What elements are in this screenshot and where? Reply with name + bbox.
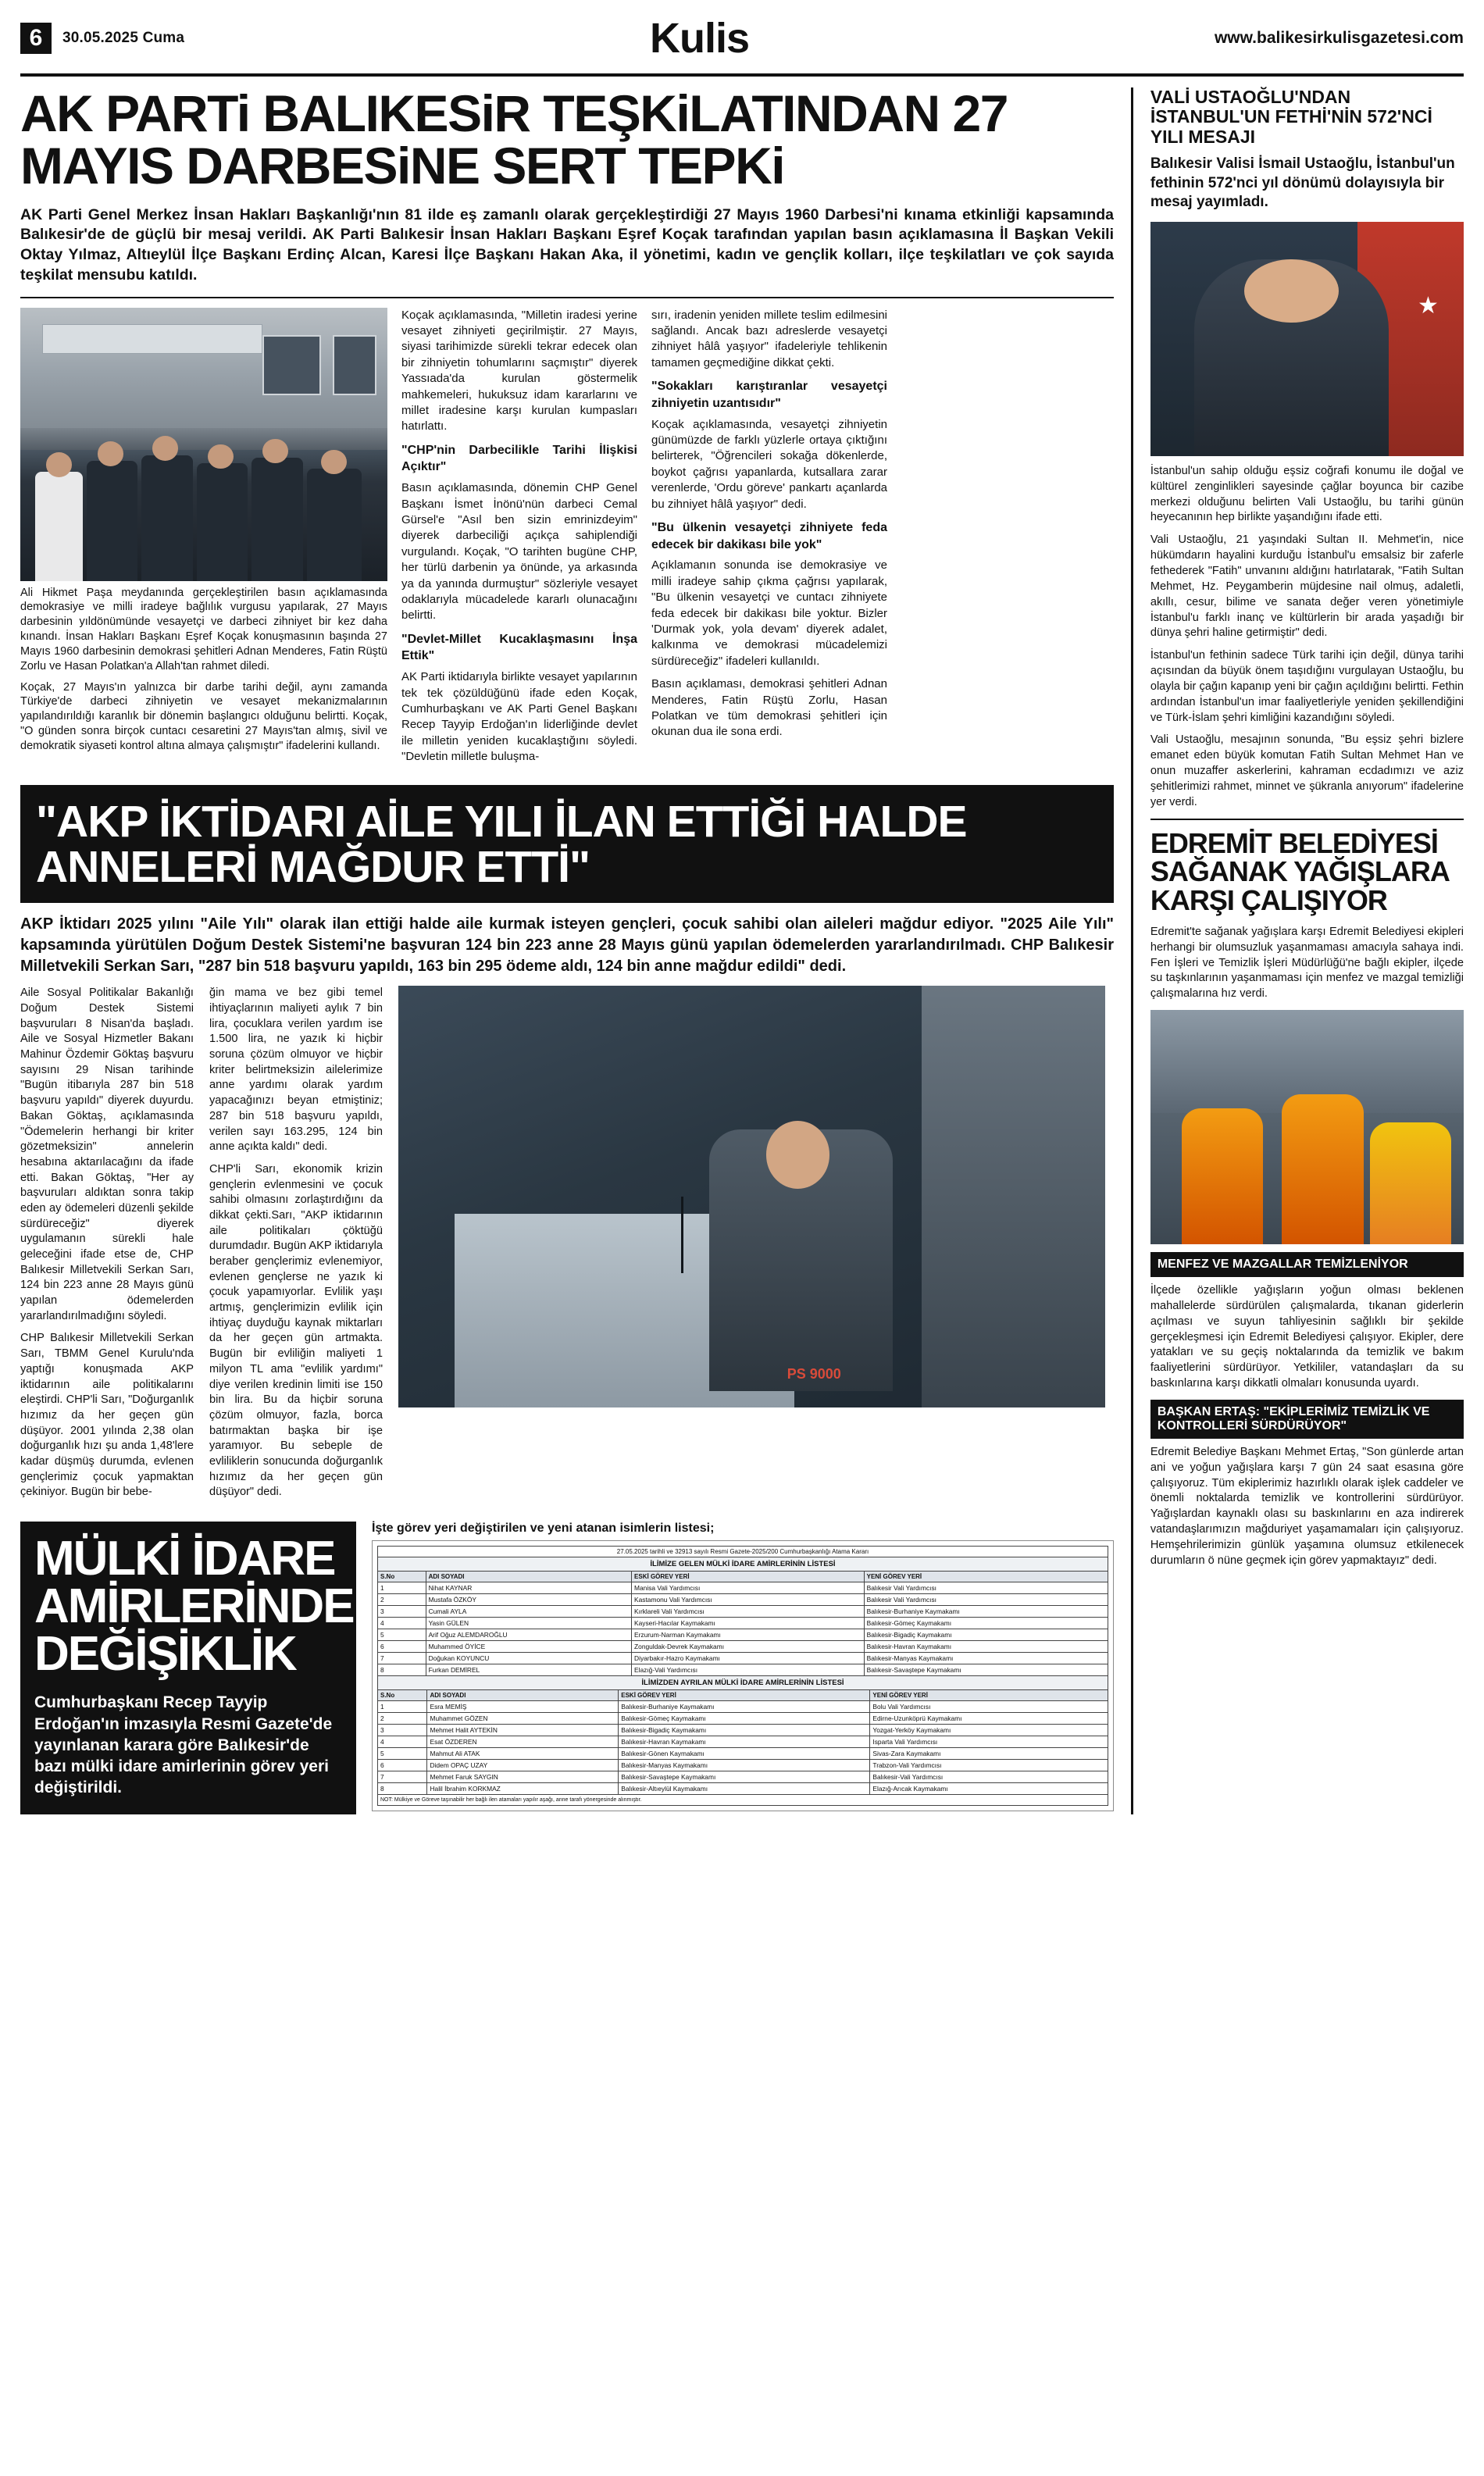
crescent-star-icon: ★ (1418, 292, 1439, 319)
table-cell-3: Balıkesir Vali Yardımcısı (864, 1594, 1108, 1606)
lead-text-column-3 (651, 308, 887, 747)
second-photo (398, 986, 1105, 1407)
incoming-officials-table (377, 1571, 1108, 1676)
table-row (378, 1725, 1108, 1736)
table-cell-1: Furkan DEMİREL (426, 1664, 631, 1676)
sidebar-item2-spot: Edremit'te sağanak yağışlara karşı Edremit Belediyesi ekipleri herhangi bir olumsuzluk yaşanmaması amacıyla sahaya indi. Fen İşleri ve Temizlik İşleri Müdürlüğü'ne bağlı ekipler, ilçede su taşkınlarının yaşanmaması için menfez ve mazgal temizliği çalışmalarına hız verdi. (1150, 925, 1464, 1001)
table-cell-1: Muhammet GÖZEN (427, 1713, 619, 1725)
col-no-2: S.No (378, 1690, 427, 1701)
table-cell-1: Muhammed ÖYİCE (426, 1641, 631, 1653)
outgoing-officials-table (377, 1689, 1108, 1795)
table-cell-2: Diyarbakır-Hazro Kaymakamı (632, 1653, 865, 1664)
table-row (378, 1713, 1108, 1725)
table-cell-0: 6 (378, 1760, 427, 1771)
table-cell-1: Esra MEMİŞ (427, 1701, 619, 1713)
gazette-sheet (372, 1540, 1114, 1811)
table-row (378, 1641, 1108, 1653)
col-old-post-2: ESKİ GÖREV YERİ (619, 1690, 870, 1701)
table-cell-2: Balıkesir-Gönen Kaymakamı (619, 1748, 870, 1760)
lead-photo (20, 308, 387, 581)
table-cell-1: Esat ÖZDEREN (427, 1736, 619, 1748)
table-cell-3: Elazığ-Arıcak Kaymakamı (870, 1783, 1108, 1795)
table-cell-2: Balıkesir-Havran Kaymakamı (619, 1736, 870, 1748)
sidebar-item1-spot: Balıkesir Valisi İsmail Ustaoğlu, İstanbul'un fethinin 572'nci yıl dönümü dolayısıyla bir mesaj yayımladı. (1150, 155, 1455, 211)
lead-col3-p1: sırı, iradenin yeniden millete teslim edilmesini sağlandı. Ancak bazı adreslerde vesayetçi zihniyet hâlâ yaşıyor" ifadeleriyle tehlikenin tamamen geçmediğine dikkat çekti. (651, 308, 887, 369)
second-col2-p1: ğin mama ve bez gibi temel ihtiyaçlarının maliyeti aylık 7 bin lira, çocuklara verilen yardım ise 1.500 lira, ne yazık ki hiçbir soruna çözüm olmuyor ve hiçbir kriter belirtmeksizin ailelerimize anne yardımı olarak yardım yapacağınızı beyan etmiştiniz; 287 bin 518 başvuru yapıldı, verilen sayı 163.295, 124 bin anne açıkta kaldı" dedi. (209, 986, 383, 1154)
col-no: S.No (378, 1572, 426, 1582)
mulki-story (20, 1522, 356, 1814)
sidebar-item2-headline: EDREMİT BELEDİYESİ SAĞANAK YAĞIŞLARA KARŞI ÇALIŞIYOR (1150, 826, 1449, 917)
second-headline-band (20, 785, 1114, 903)
table-cell-0: 1 (378, 1701, 427, 1713)
lead-photo-caption: Ali Hikmet Paşa meydanında gerçekleştirilen basın açıklamasında demokrasiye ve milli iradeye bağlılık vurgusu yapılarak, 27 Mayıs darbesinin yıldönümünde vesayetçi ve darbeci zihniyet bir kez daha kınandı. İnsan Hakları Başkanı Eşref Koçak konuşmasının başında 27 Mayıs 1960 darbesinin demokrasi şehitleri Adnan Menderes, Fatin Rüştü Zorlu ve Hasan Polatkan'a Allah'tan rahmet diledi. (20, 586, 387, 673)
table-cell-3: Balıkesir-Savaştepe Kaymakamı (864, 1664, 1108, 1676)
lead-col3-subhead-2: "Bu ülkenin vesayetçi zihniyete feda edecek bir dakikası bile yok" (651, 520, 887, 551)
table-cell-0: 8 (378, 1664, 426, 1676)
table-cell-3: Balıkesir-Burhaniye Kaymakamı (864, 1606, 1108, 1618)
page-number: 6 (20, 23, 52, 54)
gazette-doc-header: 27.05.2025 tarihli ve 32913 sayılı Resmi Gazete-2025/200 Cumhurbaşkanlığı Atama Kararı (377, 1546, 1108, 1557)
table-cell-0: 3 (378, 1725, 427, 1736)
second-col-1 (20, 986, 194, 1507)
table-cell-0: 5 (378, 1629, 426, 1641)
table-row (378, 1771, 1108, 1783)
lead-col2-p2: Basın açıklamasında, dönemin CHP Genel Başkanı İsmet İnönü'nün darbeci Cemal Gürsel'e "Asıl ben sizin emrinizdeyim" diyerek darbeciliği açıkça sahiplendiği vurgulandı. Koçak, "O tarihten bugüne CHP, her türlü darbenin ya önünde, ya arkasında ya da yanında durmuştur" sözleriyle vesayet odaklarıyla mücadelede kararlı olunacağını belirtti. (401, 481, 637, 623)
table-cell-2: Kırklareli Vali Yardımcısı (632, 1606, 865, 1618)
col-name-2: ADI SOYADI (427, 1690, 619, 1701)
sidebar-item1-body (1150, 464, 1464, 811)
newspaper-title: Kulis (650, 15, 750, 62)
table-section-1-title: İLİMİZE GELEN MÜLKİ İDARE AMİRLERİNİN LİSTESİ (377, 1557, 1108, 1571)
table-cell-3: Balıkesir-Havran Kaymakamı (864, 1641, 1108, 1653)
second-spot: AKP İktidarı 2025 yılını "Aile Yılı" olarak ilan ettiği halde aile kurmak isteyen gençleri, çocuk sahibi olan aileleri mağdur ediyor. "2025 Aile Yılı" kapsamında yürütülen Doğum Destek Sistemi'ne başvuran 124 bin 223 anne 28 Mayıs günü yapılan ödemelerden yararlandırılmadı. CHP Balıkesir Milletvekili Serkan Sarı, "287 bin 518 başvuru yapıldı, 163 bin 295 ödeme aldı, 124 bin anne mağdur edildi" dedi. (20, 915, 1114, 975)
table-cell-2: Zonguldak-Devrek Kaymakamı (632, 1641, 865, 1653)
column-separator (1131, 87, 1133, 1814)
col-new-post: YENİ GÖREV YERİ (864, 1572, 1108, 1582)
table-cell-1: Nihat KAYNAR (426, 1582, 631, 1594)
table-cell-0: 8 (378, 1783, 427, 1795)
table-cell-2: Elazığ-Vali Yardımcısı (632, 1664, 865, 1676)
table-row (378, 1748, 1108, 1760)
table-intro: İşte görev yeri değiştirilen ve yeni atanan isimlerin listesi; (372, 1522, 715, 1536)
website-url[interactable]: www.balikesirkulisgazetesi.com (1214, 29, 1464, 47)
table-cell-1: Doğukan KOYUNCU (426, 1653, 631, 1664)
lead-col3-p2: Koçak açıklamasında, vesayetçi zihniyetin günümüzde de farklı yüzlerle ortaya çıktığını belirterek, "Öğrencileri sokağa dökenlerde, boykot çağrısı yapanlarda, kutsallara zarar verenlerde, 'Ordu göreve' pankartı açanlarda bu zihniyet hâlâ yaşıyor" dedi. (651, 417, 887, 511)
table-cell-2: Balıkesir-Altıeylül Kaymakamı (619, 1783, 870, 1795)
table-header-row-2 (378, 1690, 1108, 1701)
lead-col2-p1: Koçak açıklamasında, "Milletin iradesi yerine vesayet zihniyeti geçirilmiştir. 27 Mayıs, siyasi tarihimizde sürekli tekrar edecek olan bir zihniyetin tohumlarını saçmıştır" diyerek Yassıada'da kurulan göstermelik mahkemeleri, hukuksuz idam kararlarını ve millet iradesine karşı kurulan kumpasları hatırlattı. (401, 308, 637, 433)
masthead (20, 14, 1464, 70)
table-row (378, 1606, 1108, 1618)
lead-col3-p4: Basın açıklaması, demokrasi şehitleri Adnan Menderes, Fatin Rüştü Zorlu, Hasan Polatkan ve tüm demokrasi şehitleri için okunan dua ile sona erdi. (651, 677, 887, 739)
sidebar-item1-p4: Vali Ustaoğlu, mesajının sonunda, "Bu eşsiz şehri bizlere emanet eden büyük komutan Fatih Sultan Mehmet Han ve onun muzaffer askerlerini, kahraman ecdadımızı ve aziz şehitlerimizi rahmet, minnet ve şükranla anıyorum" ifadelerine yer verdi. (1150, 733, 1464, 808)
second-col1-p2: CHP Balıkesir Milletvekili Serkan Sarı, TBMM Genel Kurulu'nda yaptığı konuşmada AKP iktidarının aile politikalarını eleştirdi. CHP'li Sarı, "Doğurganlık hızımız da her geçen gün düşüyor. 2001 yılında 2,38 olan doğurganlık hızı şu anda 1,48'lere kadar düşmüş durumda, evlenen gençlerimiz çocuk yapmaktan çekiniyor. Bugün bir bebe- (20, 1332, 194, 1499)
table-cell-1: Mehmet Faruk SAYGIN (427, 1771, 619, 1783)
sidebar-item4-p1: Edremit Belediye Başkanı Mehmet Ertaş, "Son günlerde artan ani ve yoğun yağışlara karşı 7 gün 24 saat esasına göre çalışıyoruz. Tüm ekiplerimiz hazırlıklı olarak işlek caddeler ve önemli noktalarda temizlik ve kontrollerini sürdürüyor. Yağışlardan kaynaklı olası su baskınlarını en aza indirerek vatandaşlarımızın mağduriyet yaşamamaları için çalışıyoruz. Hemşehrilerimizin günlük yaşamına olumsuz etkilenecek durumların ö nüne geçmek için görev yapmaktayız" dedi. (1150, 1445, 1464, 1567)
table-row (378, 1736, 1108, 1748)
table-cell-1: Arif Oğuz ALEMDAROĞLU (426, 1629, 631, 1641)
page-grid (20, 84, 1464, 1814)
vali-portrait-photo (1150, 222, 1464, 456)
table-cell-3: Edirne-Uzunköprü Kaymakamı (870, 1713, 1108, 1725)
table-cell-2: Kayseri-Hacılar Kaymakamı (632, 1618, 865, 1629)
table-cell-2: Balıkesir-Savaştepe Kaymakamı (619, 1771, 870, 1783)
second-col2-p2: CHP'li Sarı, ekonomik krizin gençlerin evlenmesini ve çocuk sahibi olmasını zorlaştırdığını da dikkat çekti.Sarı, "AKP iktidarının aile politikaları çöktüğü durumdadır. Bugün AKP iktidarıyla beraber gençlerimiz evlenemiyor, evlenen gençlerse ne yazık ki çocuk yapamıyorlar. Evlilik yaşı artmış, gençlerimizin evlilik için ihtiyaç duyduğu kaynak miktarları da her geçen gün artmakta. Bugün bir evliliğin maliyeti 1 milyon TL ama "evlilik yardımı" diye verilen kredinin limiti ise 150 bin lira. Bu da hiçbir soruna çözüm olmuyor, fazla, borca batırmaktan başka bir işe yaramıyor. Bu sebeple de evliliklerin sonucunda doğurganlık hızımız da her geçen gün düşüyor" dedi. (209, 1162, 383, 1499)
table-cell-1: Yasin GÜLEN (426, 1618, 631, 1629)
sidebar-item1-p2: Vali Ustaoğlu, 21 yaşındaki Sultan II. Mehmet'in, nice hükümdarın hayalini kurduğu İstanbul'u emsalsiz bir zaferle fethederek "Fatih" unvanını aldığını hatırlatarak, "Fatih Sultan Mehmet, Hz. Peygamberin müjdesine nail olmuş, adaletli, akıllı, cesur, bilime ve sanata değer veren yönetimiyle İstanbul'u farklı inanç ve kültürlerin bir arada yaşadığı bir dünya şehri haline getirmiştir" dedi. (1150, 533, 1464, 640)
bottom-block (20, 1522, 1114, 1814)
table-cell-3: Balıkesir Vali Yardımcısı (864, 1582, 1108, 1594)
lead-col3-subhead: "Sokakları karıştıranlar vesayetçi zihniyetin uzantısıdır" (651, 380, 887, 410)
second-story-columns (20, 986, 1114, 1507)
col-old-post: ESKİ GÖREV YERİ (632, 1572, 865, 1582)
table-row (378, 1594, 1108, 1606)
sidebar-item3-body (1150, 1283, 1464, 1392)
main-column (20, 84, 1114, 1814)
sidebar-item1-p1: İstanbul'un sahip olduğu eşsiz coğrafi konumu ile doğal ve kültürel zenginlikleri sayesinde çağlar boyunca bir cazibe merkezi olduğunu belirten Vali Ustaoğlu, bu tarihi günün heyecanının hep birlikte yaşandığını ifade etti. (1150, 464, 1464, 524)
table-cell-2: Balıkesir-Bigadiç Kaymakamı (619, 1725, 870, 1736)
table-cell-2: Balıkesir-Gömeç Kaymakamı (619, 1713, 870, 1725)
table-cell-3: Isparta Vali Yardımcısı (870, 1736, 1108, 1748)
table-cell-0: 7 (378, 1653, 426, 1664)
table-cell-0: 3 (378, 1606, 426, 1618)
table-cell-0: 2 (378, 1713, 427, 1725)
masthead-left (20, 23, 184, 54)
table-row (378, 1760, 1108, 1771)
table-cell-0: 7 (378, 1771, 427, 1783)
lead-text-column-2 (401, 308, 637, 772)
lead-spot: AK Parti Genel Merkez İnsan Hakları Başkanlığı'nın 81 ilde eş zamanlı olarak gerçekleştirdiği 27 Mayıs 1960 Darbesi'ni kınama etkinliği kapsamında Balıkesir'de de güçlü bir mesaj verildi. AK Parti Balıkesir İnsan Hakları Başkanı Eşref Koçak tarafından yapılan basın açıklamasına İl Başkan Vekili Oktay Yılmaz, Altıeylül İlçe Başkanı Erdinç Alcan, Karesi İlçe Başkanı Hakan Aka, il yönetimi, kadın ve gençlik kolları, ilçe teşkilatları ve çok sayıda teşkilat mensubu katıldı. (20, 205, 1114, 284)
sidebar-item1-p3: İstanbul'un fethinin sadece Türk tarihi için değil, dünya tarihi açısından da büyük önem taşıdığını vurgulayan Ustaoğlu, bu olayla bir çağın kapanıp yeni bir çağın açıldığını belirtti. Fethin ardından İstanbul'un imar faaliyetleriyle yeniden şekillendiğini ve Türk-İslam şehri kimliğini kazandığını söyledi. (1150, 649, 1464, 724)
table-cell-1: Didem OPAÇ UZAY (427, 1760, 619, 1771)
mulki-spot: Cumhurbaşkanı Recep Tayyip Erdoğan'ın imzasıyla Resmi Gazete'de yayınlanan karara göre Balıkesir'de bazı mülki idare amirlerinin görev yeri değiştirildi. (34, 1693, 333, 1797)
sidebar-column (1150, 87, 1464, 1576)
table-cell-0: 4 (378, 1618, 426, 1629)
sidebar-item1-kicker: VALİ USTAOĞLU'NDAN İSTANBUL'UN FETHİ'NİN 572'NCİ YILI MESAJI (1150, 87, 1432, 147)
table-cell-3: Balıkesir-Manyas Kaymakamı (864, 1653, 1108, 1664)
table-cell-3: Trabzon-Vali Yardımcısı (870, 1760, 1108, 1771)
table-cell-1: Halil İbrahim KORKMAZ (427, 1783, 619, 1795)
sidebar-item2-body (1150, 925, 1464, 1002)
lead-divider (20, 297, 1114, 298)
appointments-table-block (372, 1522, 1114, 1811)
second-col1-p1: Aile Sosyal Politikalar Bakanlığı Doğum Destek Sistemi başvuruları 8 Nisan'da başladı. Aile ve Sosyal Hizmetler Bakanı Mahinur Özdemir Göktaş başvuru sayısını 29 Nisan tarihinde "Bugün itibarıyla 287 bin 518 başvuru yapıldı" diyerek duyurdu. Bakan Göktaş, açıklamasında "Ödemelerin herhangi bir kriter gözetmeksizin" annelerin hesabına aktarılacağını da ifade etti. Bakan Göktaş, "Her ay başvuruları aldıktan sonra takip eden ay ödemeleri düzenli şekilde sürdüreceğiz" diyerek uygulamanın sürekli hale geleceğini ifade etse de, CHP Balıkesir Milletvekili Serkan Sarı, 124 bin 223 anne 28 Mayıs günü yapılan ödemelerden yararlandırılmadığını söyledi. (20, 986, 194, 1322)
table-cell-0: 2 (378, 1594, 426, 1606)
mulki-headline: MÜLKİ İDARE AMİRLERİNDE DEĞİŞİKLİK (34, 1532, 354, 1681)
table-row (378, 1629, 1108, 1641)
sidebar-item3-p1: İlçede özellikle yağışların yoğun olması beklenen mahallelerde sürdürülen çalışmalarda, tıkanan giderlerin açılması ve suyun tahliyesinin sağlıklı bir şekilde gerçekleşmesi için Edremit Belediyesi çalışıyor. Ekipler, dere yatakları ve su geçiş noktalarında da temizlik ve bakım faaliyetlerini sürdürüyor. Yetkililer, vatandaşları da su baskınlarına karşı dikkatli olmaları konusunda uyardı. (1150, 1284, 1464, 1390)
table-cell-3: Bolu Vali Yardımcısı (870, 1701, 1108, 1713)
second-photo-tag: PS 9000 (787, 1365, 841, 1382)
table-cell-3: Balıkesir-Gömeç Kaymakamı (864, 1618, 1108, 1629)
table-cell-2: Manisa Vali Yardımcısı (632, 1582, 865, 1594)
lead-col2-subhead: "CHP'nin Darbecilikle Tarihi İlişkisi Açıktır" (401, 443, 637, 474)
table-cell-3: Balıkesir-Vali Yardımcısı (870, 1771, 1108, 1783)
table-row (378, 1701, 1108, 1713)
second-col-2 (209, 986, 383, 1507)
lead-col3-p3: Açıklamanın sonunda ise demokrasiye ve milli iradeye sahip çıkma çağrısı yapılarak, "Bu ülkenin vesayetçi ve cuntacı zihniyete feda edecek bir dakikası bile yoktur. Bizler 'Durmak yok, yola devam' diyerek adalet, kalkınma ve demokrasi mücadelemizi sürdüreceğiz" ifadeleri kullanıldı. (651, 558, 887, 668)
table-cell-0: 5 (378, 1748, 427, 1760)
table-cell-1: Mehmet Halit AYTEKİN (427, 1725, 619, 1736)
table-row (378, 1653, 1108, 1664)
table-cell-1: Mustafa ÖZKÖY (426, 1594, 631, 1606)
table-cell-2: Balıkesir-Manyas Kaymakamı (619, 1760, 870, 1771)
lead-photo-block (20, 308, 387, 754)
table-cell-2: Erzurum-Narman Kaymakamı (632, 1629, 865, 1641)
table-section-2-title: İLİMİZDEN AYRILAN MÜLKİ İDARE AMİRLERİNİN LİSTESİ (377, 1676, 1108, 1689)
table-cell-1: Mahmut Ali ATAK (427, 1748, 619, 1760)
table-cell-3: Yozgat-Yerköy Kaymakamı (870, 1725, 1108, 1736)
lead-col2-subhead-2: "Devlet-Millet Kucaklaşmasını İnşa Ettik" (401, 632, 637, 663)
table-cell-2: Kastamonu Vali Yardımcısı (632, 1594, 865, 1606)
table-row (378, 1783, 1108, 1795)
lead-story-columns (20, 308, 1114, 772)
table-row (378, 1618, 1108, 1629)
table-cell-0: 4 (378, 1736, 427, 1748)
lead-headline: AK PARTi BALIKESiR TEŞKiLATINDAN 27 MAYIS DARBESiNE SERT TEPKi (20, 84, 1008, 195)
table-note: NOT: Mülkiye ve Göreve taşınabilir her bağlı ilen atamaları yapılır aşağı, anne tarafı yönergesinde alınmıştır. (377, 1795, 1108, 1806)
table-row (378, 1582, 1108, 1594)
col-name: ADI SOYADI (426, 1572, 631, 1582)
table-cell-1: Cumali AYLA (426, 1606, 631, 1618)
table-cell-3: Balıkesir-Bigadiç Kaymakamı (864, 1629, 1108, 1641)
masthead-rule (20, 73, 1464, 77)
sidebar-item3-headline: MENFEZ VE MAZGALLAR TEMİZLENİYOR (1150, 1252, 1464, 1277)
sidebar-item4-headline: BAŞKAN ERTAŞ: "EKİPLERİMİZ TEMİZLİK VE KONTROLLERİ SÜRDÜRÜYOR" (1150, 1400, 1464, 1439)
col-new-post-2: YENİ GÖREV YERİ (870, 1690, 1108, 1701)
table-cell-2: Balıkesir-Burhaniye Kaymakamı (619, 1701, 870, 1713)
lead-col1-text: Koçak, 27 Mayıs'ın yalnızca bir darbe tarihi değil, aynı zamanda Türkiye'de darbeci zihniyetin ve vesayet mekanizmalarının yapılandırıldığı karanlık bir dönemin başlangıcı olduğunu belirtti. Koçak, "O günden sonra birçok cuntacı cesaretini 27 Mayıs'tan almış, sivil ve demokratik siyaseti kontrol altına almaya çalışmıştır" ifadelerini kullandı. (20, 680, 387, 752)
lead-col2-p3: AK Parti iktidarıyla birlikte vesayet yapılarının tek tek çözüldüğünü ifade eden Koçak, Cumhurbaşkanı ve AK Parti Genel Başkanı Recep Tayyip Erdoğan'ın liderliğinde devlet ile milletin yeniden kucaklaştığını söyledi. "Devletin milletle buluşma- (401, 670, 637, 764)
edremit-work-photo (1150, 1010, 1464, 1244)
second-headline: "AKP İKTİDARI AİLE YILI İLAN ETTİĞİ HALDE ANNELERİ MAĞDUR ETTİ" (36, 796, 967, 893)
table-cell-0: 1 (378, 1582, 426, 1594)
table-cell-0: 6 (378, 1641, 426, 1653)
table-header-row (378, 1572, 1108, 1582)
sidebar-divider-1 (1150, 819, 1464, 820)
publication-date: 30.05.2025 Cuma (62, 30, 185, 46)
table-cell-3: Sivas-Zara Kaymakamı (870, 1748, 1108, 1760)
table-row (378, 1664, 1108, 1676)
sidebar-item4-body (1150, 1445, 1464, 1569)
